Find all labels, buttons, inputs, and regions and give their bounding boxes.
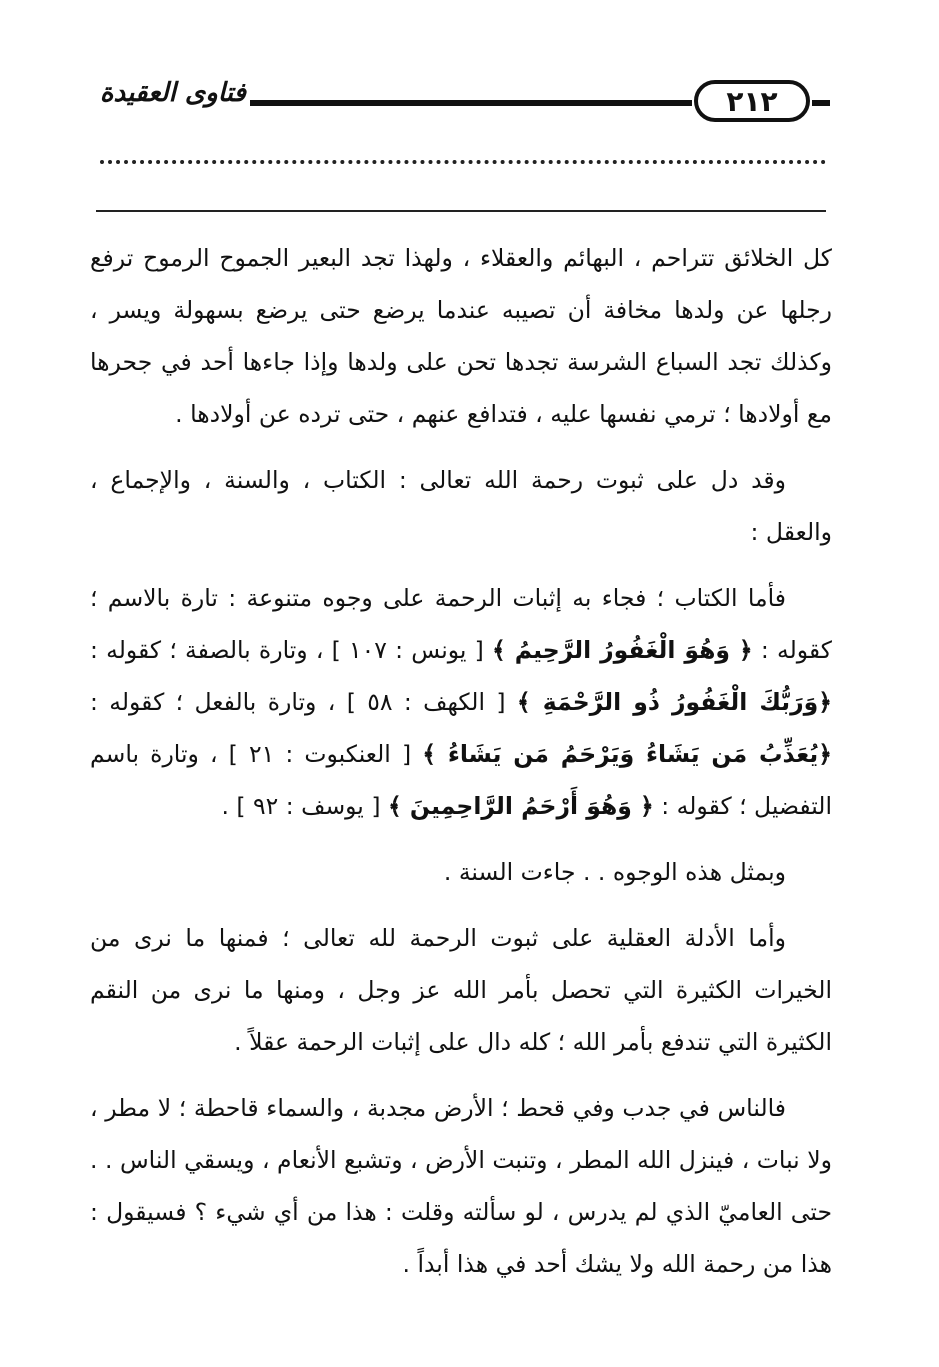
- page-number: ٢١٢: [694, 80, 810, 122]
- paragraph-3: [90, 572, 832, 832]
- paragraph-3-text-1: فأما الكتاب ؛ فجاء به إثبات الرحمة على وجوه متنوعة : تارة بالاسم ؛ كقوله :: [90, 584, 832, 664]
- quran-verse-3: ﴿يُعَذِّبُ مَن يَشَاءُ وَيَرْحَمُ مَن يَشَاءُ ﴾: [422, 740, 832, 768]
- quran-verse-1: ﴿ وَهُوَ الْغَفُورُ الرَّحِيمُ ﴾: [492, 636, 753, 664]
- quran-verse-2: ﴿وَرَبُّكَ الْغَفُورُ ذُو الرَّحْمَةِ ﴾: [516, 688, 832, 716]
- solid-separator: [96, 210, 826, 212]
- header-rule-right: [812, 100, 830, 106]
- dotted-separator: [100, 160, 826, 164]
- paragraph-3-text-3: [ الكهف : ٥٨ ] ، وتارة بالفعل ؛ كقوله :: [90, 688, 517, 716]
- page-header: [90, 68, 830, 128]
- body-text: [90, 232, 832, 1304]
- paragraph-4: وبمثل هذه الوجوه . . جاءت السنة .: [443, 858, 786, 886]
- paragraph-5: وأما الأدلة العقلية على ثبوت الرحمة لله تعالى ؛ فمنها ما نرى من الخيرات الكثيرة التي تحصل بأمر الله عز وجل ، ومنها ما نرى من النقم الكثيرة التي تندفع بأمر الله ؛ كله دال على إثبات الرحمة عقلاً .: [90, 924, 832, 1056]
- paragraph-2: وقد دل على ثبوت رحمة الله تعالى : الكتاب ، والسنة ، والإجماع ، والعقل :: [90, 466, 832, 546]
- paragraph-6: فالناس في جدب وفي قحط ؛ الأرض مجدبة ، والسماء قاحطة ؛ لا مطر ، ولا نبات ، فينزل الله المطر ، وتنبت الأرض ، وتشبع الأنعام ، ويسقي الناس . . حتى العاميّ الذي لم يدرس ، لو سألته وقلت : هذا من أي شيء ؟ فسيقول : هذا من رحمة الله ولا يشك أحد في هذا أبداً .: [90, 1094, 832, 1278]
- paragraph-3-text-4: [ العنكبوت : ٢١ ] ، وتارة باسم التفضيل ؛ كقوله :: [90, 740, 832, 820]
- quran-verse-4: ﴿ وَهُوَ أَرْحَمُ الرَّاحِمِينَ ﴾: [387, 792, 654, 820]
- paragraph-1: كل الخلائق تتراحم ، البهائم والعقلاء ، ولهذا تجد البعير الجموح الرموح ترفع رجلها عن ولدها مخافة أن تصيبه عندما يرضع حتى يرضع بسهولة ويسر ، وكذلك تجد السباع الشرسة تجدها تحن على ولدها وإذا جاءها أحد في جحرها مع أولادها ؛ ترمي نفسها عليه ، فتدافع عنهم ، حتى ترده عن أولادها .: [90, 244, 832, 428]
- running-title: فتاوى العقيدة: [99, 78, 246, 108]
- paragraph-3-text-2: [ يونس : ١٠٧ ] ، وتارة بالصفة ؛ كقوله :: [90, 636, 493, 664]
- header-rule-left: [250, 100, 692, 106]
- paragraph-3-text-5: [ يوسف : ٩٢ ] .: [221, 792, 388, 820]
